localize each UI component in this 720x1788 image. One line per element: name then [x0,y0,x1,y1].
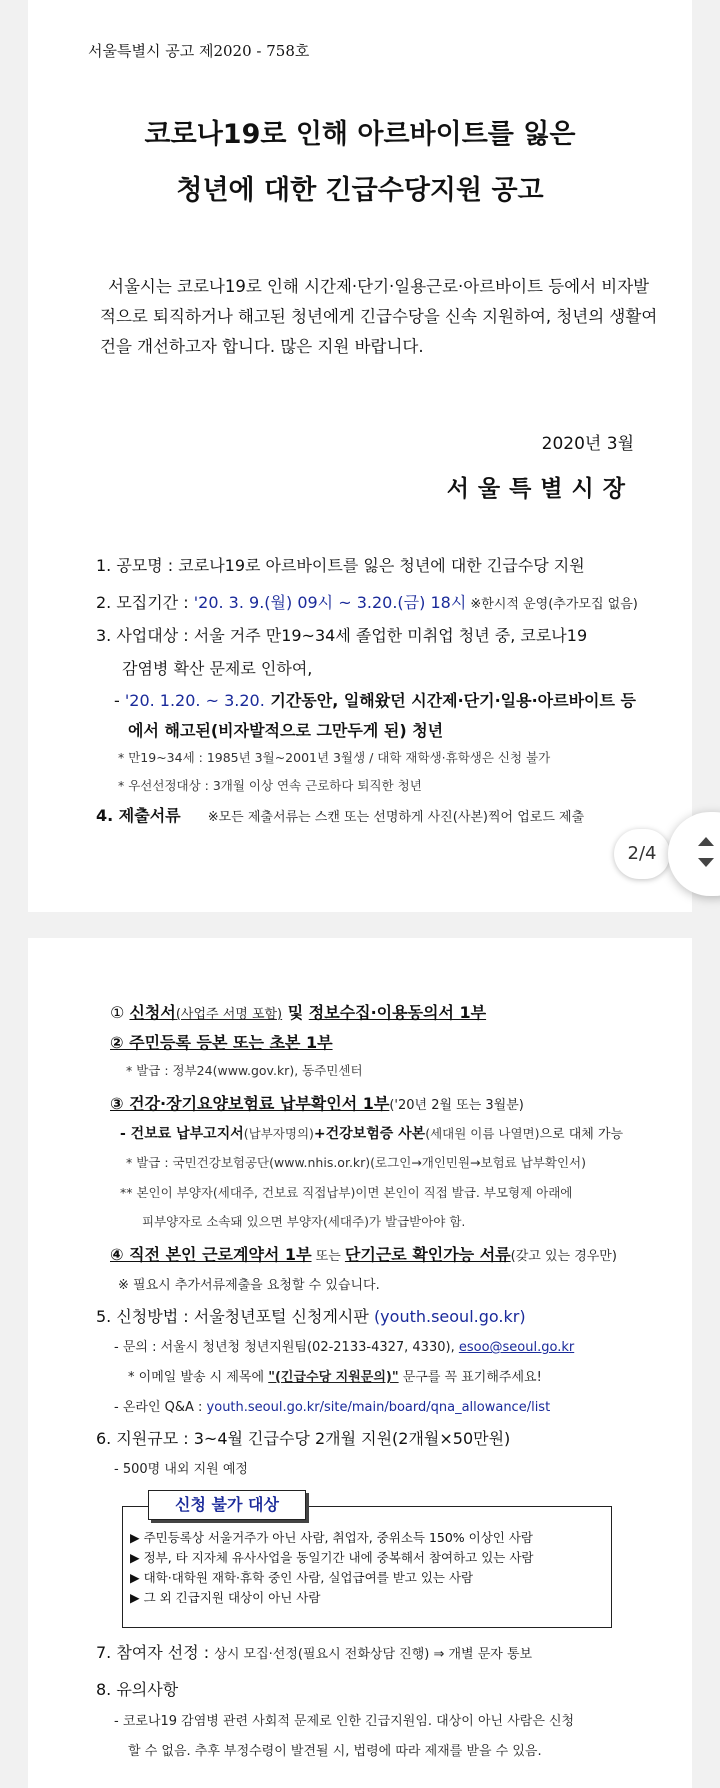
item3-dash-period: '20. 1.20. ~ 3.20. [124,691,265,710]
doc4-contract [110,1242,617,1265]
arrow-down-icon[interactable] [698,858,714,867]
doc1-number: ① [110,1003,130,1022]
doc1-consent: 정보수집·이용동의서 1부 [308,1003,487,1022]
doc3-alt-suffix: 으로 대체 가능 [539,1127,624,1142]
doc2-issue-note: * 발급 : 정부24(www.gov.kr), 동주민센터 [126,1063,363,1078]
doc3-alt-payer: (납부자명의) [243,1126,314,1141]
notice-date: 2020년 3월 [541,434,634,454]
item5-qa [114,1396,550,1415]
item1-title: 1. 공모명 : 코로나19로 아르바이트를 잃은 청년에 대한 긴급수당 지원 [96,556,585,575]
item5-portal-link[interactable]: (youth.seoul.go.kr) [373,1307,526,1326]
item3-line2: 감염병 확산 문제로 인하여, [122,659,313,678]
item5-label: 5. 신청방법 : 서울청년포털 신청게시판 [96,1307,374,1326]
item8-line1: - 코로나19 감염병 관련 사회적 문제로 인한 긴급지원임. 대상이 아닌 사람은 신청 [114,1714,575,1729]
item7-selection [96,1640,532,1663]
ineligible-box [122,1506,612,1628]
intro-paragraph: 서울시는 코로나19로 인해 시간제·단기·일용근로·아르바이트 등에서 비자발적으로 퇴직하거나 해고된 청년에게 긴급수당을 신속 지원하여, 청년의 생활여건을 개선하고자 합니다. 많은 지원 바랍니다. [100,277,658,356]
doc-extra-note: ※ 필요시 추가서류제출을 요청할 수 있습니다. [118,1278,380,1293]
dash-mark: - [114,691,125,710]
doc3-insurance [110,1091,524,1114]
doc3-alt-card: +건강보험증 사본 [313,1126,426,1142]
item4-title [96,803,584,826]
item3-dash-line1 [114,688,636,711]
item7-text: 상시 모집·선정(필요시 전화상담 진행) ⇒ 개별 문자 통보 [214,1647,533,1662]
doc3-dependent-note-line2: 피부양자로 소속돼 있으면 부양자(세대주)가 발급받아야 함. [142,1214,466,1229]
ineligible-item: ▶ 정부, 타 지자체 유사사업을 동일기간 내에 중복해서 참여하고 있는 사람 [130,1550,534,1565]
item5-contact-text: - 문의 : 서울시 청년청 청년지원팀(02-2133-4327, 4330), [114,1340,459,1355]
item6-scale: 6. 지원규모 : 3~4월 긴급수당 2개월 지원(2개월×50만원) [96,1429,511,1448]
item8-title: 8. 유의사항 [96,1680,179,1699]
arrow-up-icon[interactable] [698,837,714,846]
doc3-alt-members: (세대원 이름 나열면) [425,1126,540,1141]
item5-qa-label: - 온라인 Q&A : [114,1400,207,1415]
item4-label: 4. 제출서류 [96,806,181,825]
doc2-resident-registration: ② 주민등록 등본 또는 초본 1부 [110,1033,333,1052]
ineligible-box-title: 신청 불가 대상 [148,1490,306,1520]
item2-label: 2. 모집기간 : [96,593,194,612]
ineligible-item: ▶ 주민등록상 서울거주가 아닌 사람, 취업자, 중위소득 150% 이상인 사람 [130,1530,534,1545]
document-page-1 [28,0,692,912]
item5-method [96,1304,526,1327]
ineligible-item: ▶ 대학·대학원 재학·휴학 중인 사람, 실업급여를 받고 있는 사람 [130,1570,474,1585]
item5-mail-subject: "(긴급수당 지원문의)" [268,1370,399,1385]
item6-sub: - 500명 내외 지원 예정 [114,1462,248,1477]
item2-period [96,590,638,613]
item7-label: 7. 참여자 선정 : [96,1643,215,1662]
item4-note: ※모든 제출서류는 스캔 또는 선명하게 사진(사본)찍어 업로드 제출 [207,810,585,825]
item5-mail-prefix: * 이메일 발송 시 제목에 [128,1370,269,1385]
item3-dash-rest: 기간동안, 일해왔던 시간제·단기·일용·아르바이트 등 [264,691,636,710]
notice-number: 서울특별시 공고 제2020 - 758호 [88,42,310,60]
ineligible-item: ▶ 그 외 긴급지원 대상이 아닌 사람 [130,1590,321,1605]
item5-mail-suffix: 문구를 꼭 표기해주세요! [398,1370,542,1385]
item5-mail-note [128,1366,542,1385]
item5-email-link[interactable]: esoo@seoul.go.kr [458,1340,575,1355]
doc3-alternative [120,1123,623,1143]
doc3-issue-note: * 발급 : 국민건강보험공단(www.nhis.or.kr)(로그인→개인민원→보험료 납부확인서) [126,1155,586,1170]
doc3-dependent-note-line1: ** 본인이 부양자(세대주, 건보료 직접납부)이면 본인이 직접 발급. 부모형제 아래에 [120,1185,573,1200]
notice-title-line2: 청년에 대한 긴급수당지원 공고 [176,175,544,206]
doc1-form-note: (사업주 서명 포함) [175,1007,283,1022]
doc1-form: 신청서 [129,1003,176,1022]
doc4-or: 또는 [311,1249,345,1264]
doc3-alt-bill: - 건보료 납부고지서 [120,1126,244,1142]
doc3-period: ('20년 2월 또는 3월분) [389,1098,524,1113]
item3-note-priority: * 우선선정대상 : 3개월 이상 연속 근로하다 퇴직한 청년 [118,778,422,793]
item3-dash-line2: 에서 해고된(비자발적으로 그만두게 된) 청년 [128,721,444,740]
item3-line1: 3. 사업대상 : 서울 거주 만19~34세 졸업한 미취업 청년 중, 코로나19 [96,626,588,645]
item3-note-age: * 만19~34세 : 1985년 3월~2001년 3월생 / 대학 재학생·휴학생은 신청 불가 [118,750,551,765]
item2-dates: '20. 3. 9.(월) 09시 ~ 3.20.(금) 18시 [193,593,467,612]
page-indicator: 2/4 [614,829,670,879]
doc1-and: 및 [282,1003,309,1022]
doc3-title: ③ 건강·장기요양보험료 납부확인서 1부 [110,1094,390,1113]
item5-contact [114,1336,574,1355]
item5-qa-link[interactable]: youth.seoul.go.kr/site/main/board/qna_allowance/list [206,1400,551,1415]
notice-title-line1: 코로나19로 인해 아르바이트를 잃은 [144,119,576,150]
doc4-short-term: 단기근로 확인가능 서류 [344,1245,511,1264]
signer: 서울특별시장 [446,476,634,502]
document-page-2 [28,938,692,1788]
doc1-application [110,1000,486,1023]
doc4-condition: (갖고 있는 경우만) [510,1249,617,1264]
item8-line2: 할 수 없음. 추후 부정수령이 발견될 시, 법령에 따라 제재를 받을 수 있음. [128,1744,542,1759]
doc4-contract-title: ④ 직전 본인 근로계약서 1부 [110,1245,312,1264]
item2-note: ※한시적 운영(추가모집 없음) [466,597,638,612]
